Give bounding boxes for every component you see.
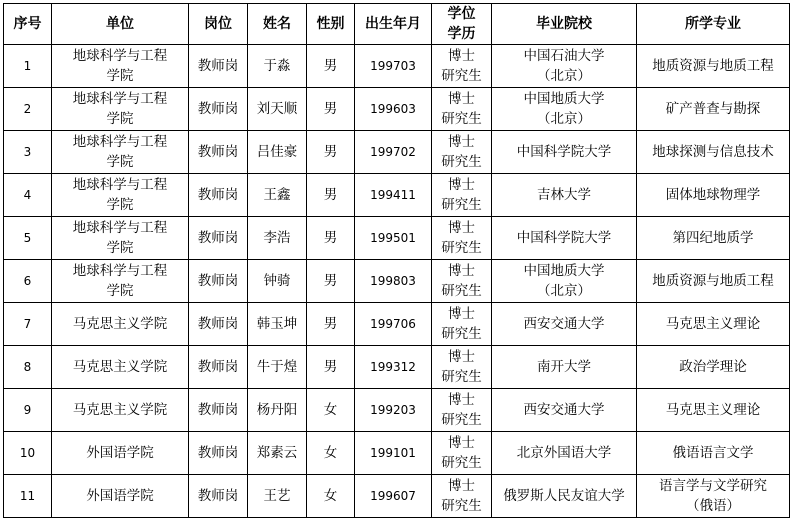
cell-post: 教师岗 (189, 260, 248, 303)
cell-major-line: （俄语） (686, 498, 740, 514)
cell-degree (432, 346, 492, 389)
cell-no: 4 (4, 174, 52, 217)
cell-degree (432, 303, 492, 346)
cell-degree (432, 475, 492, 518)
cell-school-line: 中国地质大学 (523, 91, 605, 107)
table-body (4, 45, 790, 518)
cell-major-line: 固体地球物理学 (665, 187, 761, 203)
cell-degree-line: 研究生 (441, 283, 482, 299)
cell-degree-line: 博士 (448, 478, 475, 494)
cell-gender: 男 (307, 88, 355, 131)
cell-degree-line: 研究生 (441, 498, 482, 514)
table-row (4, 389, 790, 432)
cell-major (637, 131, 790, 174)
cell-degree-line: 博士 (448, 220, 475, 236)
cell-unit (52, 174, 189, 217)
cell-unit-line: 学院 (106, 283, 134, 299)
cell-unit-line: 学院 (106, 68, 134, 84)
cell-school-line: 吉林大学 (537, 187, 591, 203)
cell-major (637, 475, 790, 518)
cell-degree-line: 研究生 (441, 240, 482, 256)
cell-degree-line: 研究生 (441, 197, 482, 213)
cell-major (637, 260, 790, 303)
cell-school-line: 中国石油大学 (523, 48, 605, 64)
cell-birth: 199703 (355, 45, 432, 88)
cell-gender: 男 (307, 303, 355, 346)
cell-major (637, 346, 790, 389)
cell-school (492, 346, 637, 389)
header-school: 毕业院校 (492, 4, 637, 45)
cell-school (492, 389, 637, 432)
cell-unit-line: 地球科学与工程 (72, 263, 168, 279)
cell-degree-line: 博士 (448, 435, 475, 451)
cell-gender: 女 (307, 432, 355, 475)
recruitment-table (3, 3, 790, 518)
cell-no: 11 (4, 475, 52, 518)
cell-gender: 男 (307, 131, 355, 174)
cell-degree-line: 博士 (448, 306, 475, 322)
cell-degree-line: 研究生 (441, 68, 482, 84)
cell-school (492, 88, 637, 131)
cell-birth: 199706 (355, 303, 432, 346)
cell-school-line: 中国科学院大学 (516, 230, 612, 246)
cell-major-line: 马克思主义理论 (665, 316, 761, 332)
cell-school (492, 174, 637, 217)
cell-name: 王艺 (248, 475, 307, 518)
table-row (4, 260, 790, 303)
cell-degree (432, 389, 492, 432)
cell-name: 韩玉坤 (248, 303, 307, 346)
cell-school (492, 260, 637, 303)
header-unit: 单位 (52, 4, 189, 45)
cell-name: 郑素云 (248, 432, 307, 475)
cell-post: 教师岗 (189, 45, 248, 88)
cell-unit (52, 45, 189, 88)
header-degree-line: 学历 (447, 26, 476, 42)
table-header-row (4, 4, 790, 45)
cell-school-line: 西安交通大学 (523, 316, 605, 332)
cell-degree-line: 博士 (448, 392, 475, 408)
cell-unit (52, 389, 189, 432)
cell-name: 李浩 (248, 217, 307, 260)
table-row (4, 303, 790, 346)
cell-school-line: 俄罗斯人民友谊大学 (503, 488, 625, 504)
cell-no: 10 (4, 432, 52, 475)
cell-no: 5 (4, 217, 52, 260)
cell-degree-line: 博士 (448, 48, 475, 64)
cell-no: 9 (4, 389, 52, 432)
header-no: 序号 (4, 4, 52, 45)
cell-unit-line: 地球科学与工程 (72, 177, 168, 193)
table-row (4, 88, 790, 131)
cell-gender: 男 (307, 174, 355, 217)
table-row (4, 475, 790, 518)
cell-major (637, 45, 790, 88)
cell-no: 8 (4, 346, 52, 389)
cell-no: 6 (4, 260, 52, 303)
cell-name: 刘天顺 (248, 88, 307, 131)
cell-gender: 男 (307, 217, 355, 260)
cell-major-line: 语言学与文学研究 (659, 478, 767, 494)
cell-major (637, 174, 790, 217)
cell-degree-line: 博士 (448, 177, 475, 193)
cell-name: 杨丹阳 (248, 389, 307, 432)
cell-unit-line: 地球科学与工程 (72, 91, 168, 107)
cell-school (492, 45, 637, 88)
cell-major-line: 政治学理论 (679, 359, 747, 375)
cell-unit-line: 马克思主义学院 (72, 316, 168, 332)
cell-gender: 女 (307, 475, 355, 518)
cell-name: 于淼 (248, 45, 307, 88)
cell-post: 教师岗 (189, 88, 248, 131)
cell-school (492, 217, 637, 260)
cell-unit (52, 260, 189, 303)
cell-unit (52, 131, 189, 174)
cell-unit-line: 学院 (106, 154, 134, 170)
header-degree (432, 4, 492, 45)
header-post: 岗位 (189, 4, 248, 45)
cell-gender: 女 (307, 389, 355, 432)
cell-degree (432, 432, 492, 475)
cell-post: 教师岗 (189, 303, 248, 346)
cell-post: 教师岗 (189, 131, 248, 174)
cell-unit-line: 地球科学与工程 (72, 48, 168, 64)
cell-degree-line: 博士 (448, 263, 475, 279)
cell-unit (52, 88, 189, 131)
cell-name: 钟骑 (248, 260, 307, 303)
table-row (4, 432, 790, 475)
cell-no: 1 (4, 45, 52, 88)
header-birth: 出生年月 (355, 4, 432, 45)
cell-major-line: 俄语语言文学 (672, 445, 754, 461)
cell-birth: 199501 (355, 217, 432, 260)
cell-unit (52, 217, 189, 260)
cell-birth: 199312 (355, 346, 432, 389)
cell-school-line: 西安交通大学 (523, 402, 605, 418)
table-row (4, 217, 790, 260)
cell-school-line: 中国地质大学 (523, 263, 605, 279)
cell-school-line: 南开大学 (537, 359, 591, 375)
cell-unit-line: 地球科学与工程 (72, 134, 168, 150)
cell-birth: 199411 (355, 174, 432, 217)
cell-unit-line: 外国语学院 (86, 488, 154, 504)
cell-unit-line: 马克思主义学院 (72, 402, 168, 418)
cell-gender: 男 (307, 45, 355, 88)
cell-school (492, 131, 637, 174)
cell-degree (432, 131, 492, 174)
header-gender: 性别 (307, 4, 355, 45)
table-row (4, 45, 790, 88)
cell-post: 教师岗 (189, 389, 248, 432)
cell-unit-line: 地球科学与工程 (72, 220, 168, 236)
cell-degree-line: 博士 (448, 134, 475, 150)
cell-degree (432, 88, 492, 131)
cell-degree (432, 217, 492, 260)
cell-unit (52, 432, 189, 475)
cell-post: 教师岗 (189, 432, 248, 475)
cell-major-line: 第四纪地质学 (672, 230, 754, 246)
cell-name: 王鑫 (248, 174, 307, 217)
cell-degree-line: 研究生 (441, 412, 482, 428)
table-row (4, 174, 790, 217)
cell-school-line: （北京） (537, 68, 591, 84)
header-name: 姓名 (248, 4, 307, 45)
cell-no: 7 (4, 303, 52, 346)
cell-major-line: 地质资源与地质工程 (652, 273, 774, 289)
cell-name: 吕佳豪 (248, 131, 307, 174)
cell-birth: 199603 (355, 88, 432, 131)
cell-birth: 199702 (355, 131, 432, 174)
cell-school (492, 303, 637, 346)
cell-unit-line: 学院 (106, 111, 134, 127)
cell-unit-line: 学院 (106, 197, 134, 213)
cell-major-line: 矿产普查与勘探 (665, 101, 761, 117)
cell-major-line: 地质资源与地质工程 (652, 58, 774, 74)
cell-degree-line: 研究生 (441, 455, 482, 471)
cell-birth: 199203 (355, 389, 432, 432)
cell-name: 牛于煌 (248, 346, 307, 389)
cell-degree-line: 博士 (448, 91, 475, 107)
cell-major (637, 432, 790, 475)
table-row (4, 131, 790, 174)
cell-unit-line: 外国语学院 (86, 445, 154, 461)
cell-degree-line: 研究生 (441, 154, 482, 170)
cell-degree (432, 45, 492, 88)
cell-school-line: （北京） (537, 283, 591, 299)
cell-no: 3 (4, 131, 52, 174)
cell-school (492, 432, 637, 475)
cell-degree-line: 研究生 (441, 369, 482, 385)
cell-major (637, 88, 790, 131)
cell-school-line: （北京） (537, 111, 591, 127)
cell-unit (52, 346, 189, 389)
cell-degree-line: 博士 (448, 349, 475, 365)
table-row (4, 346, 790, 389)
cell-gender: 男 (307, 346, 355, 389)
cell-post: 教师岗 (189, 217, 248, 260)
cell-major (637, 389, 790, 432)
cell-major-line: 马克思主义理论 (665, 402, 761, 418)
cell-degree (432, 174, 492, 217)
cell-degree-line: 研究生 (441, 326, 482, 342)
cell-school (492, 475, 637, 518)
cell-post: 教师岗 (189, 174, 248, 217)
cell-major (637, 217, 790, 260)
cell-post: 教师岗 (189, 475, 248, 518)
cell-degree-line: 研究生 (441, 111, 482, 127)
cell-gender: 男 (307, 260, 355, 303)
cell-unit-line: 马克思主义学院 (72, 359, 168, 375)
cell-unit (52, 303, 189, 346)
cell-school-line: 北京外国语大学 (516, 445, 612, 461)
cell-unit (52, 475, 189, 518)
cell-unit-line: 学院 (106, 240, 134, 256)
cell-major-line: 地球探测与信息技术 (652, 144, 774, 160)
cell-post: 教师岗 (189, 346, 248, 389)
header-degree-line: 学位 (447, 6, 476, 22)
cell-birth: 199101 (355, 432, 432, 475)
header-major: 所学专业 (637, 4, 790, 45)
cell-birth: 199803 (355, 260, 432, 303)
cell-school-line: 中国科学院大学 (516, 144, 612, 160)
cell-no: 2 (4, 88, 52, 131)
cell-birth: 199607 (355, 475, 432, 518)
cell-degree (432, 260, 492, 303)
cell-major (637, 303, 790, 346)
